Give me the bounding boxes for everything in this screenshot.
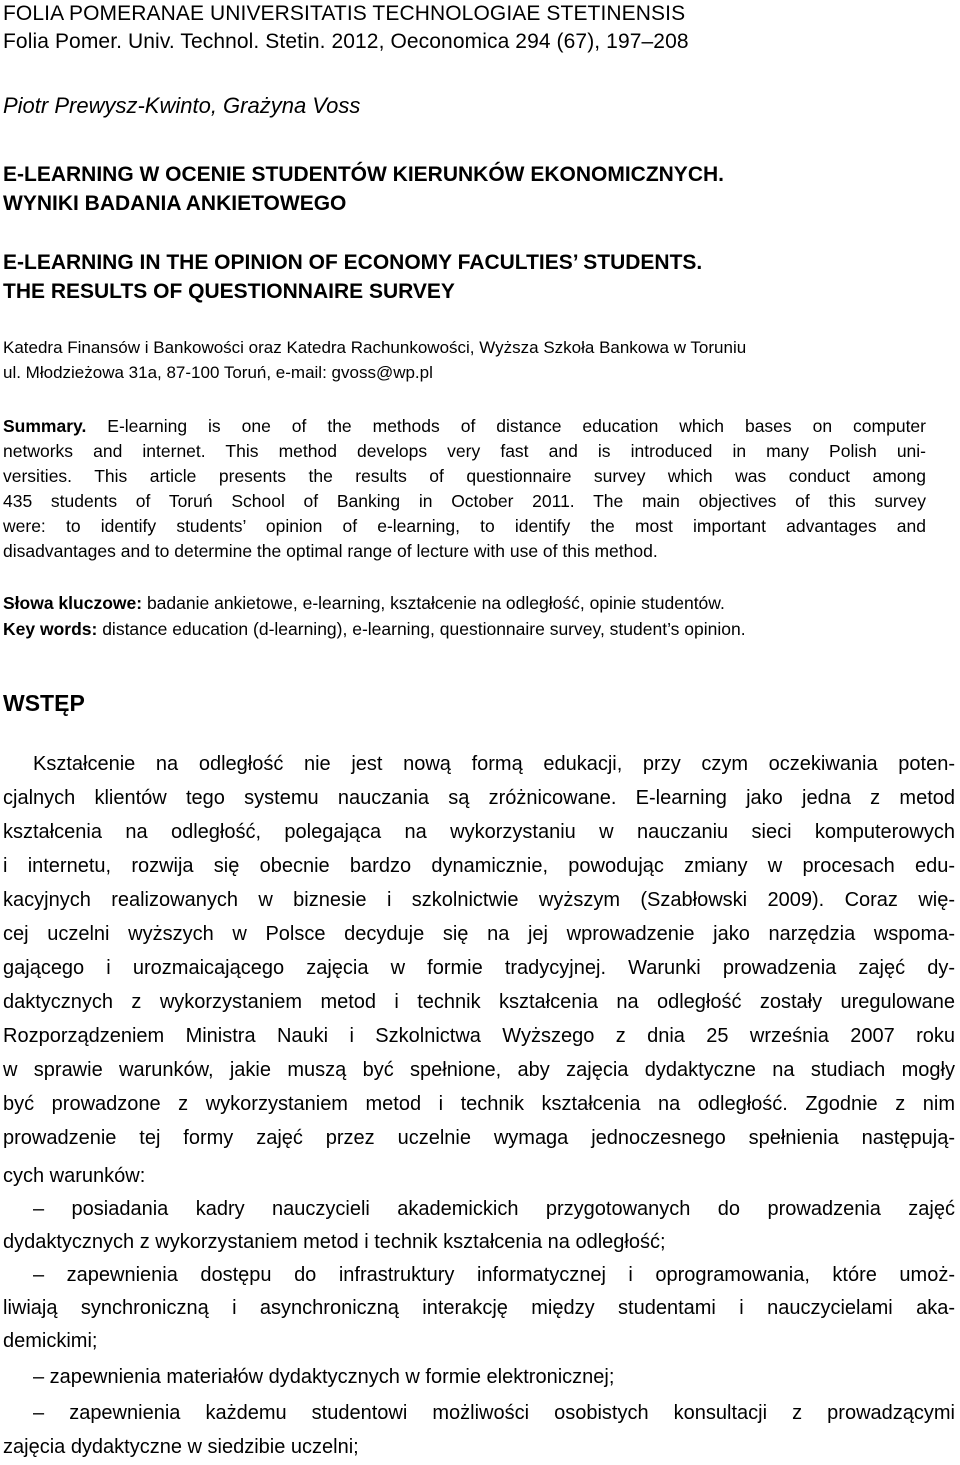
keywords-en: Key words: distance education (d-learning), e-learning, questionnaire survey, student’s opinion.: [3, 619, 746, 639]
title-en-line-1: E-LEARNING IN THE OPINION OF ECONOMY FACULTIES’ STUDENTS.: [3, 251, 703, 274]
list-item-2-line-2: liwiają synchroniczną i asynchroniczną interakcję między studentami i nauczycielami aka-: [3, 1297, 955, 1319]
title-en-line-2: THE RESULTS OF QUESTIONNAIRE SURVEY: [3, 280, 455, 303]
summary-line-3: versities. This article presents the results of questionnaire survey which was conduct among: [3, 466, 926, 486]
title-pl-line-1: E-LEARNING W OCENIE STUDENTÓW KIERUNKÓW EKONOMICZNYCH.: [3, 163, 724, 186]
journal-name: FOLIA POMERANAE UNIVERSITATIS TECHNOLOGIAE STETINENSIS: [3, 2, 686, 25]
summary-line-4: 435 students of Toruń School of Banking in October 2011. The main objectives of this survey: [3, 491, 926, 511]
summary-label: Summary.: [3, 416, 87, 436]
list-item-4-line-2: zajęcia dydaktyczne w siedzibie uczelni;: [3, 1436, 359, 1458]
body-line-11: być prowadzone z wykorzystaniem metod i technik kształcenia na odległość. Zgodnie z nim: [3, 1093, 955, 1115]
summary-line-6: disadvantages and to determine the optimal range of lecture with use of this method.: [3, 541, 658, 561]
list-item-4-line-1: – zapewnienia każdemu studentowi możliwości osobistych konsultacji z prowadzącymi: [33, 1402, 955, 1424]
list-item-2-line-3: demickimi;: [3, 1330, 98, 1352]
body-line-1: Kształcenie na odległość nie jest nową formą edukacji, przy czym oczekiwania poten-: [33, 753, 955, 775]
list-item-2-line-1: – zapewnienia dostępu do infrastruktury informatycznej i oprogramowania, które umoż-: [33, 1264, 955, 1286]
body-line-9: Rozporządzeniem Ministra Nauki i Szkolnictwa Wyższego z dnia 25 września 2007 roku: [3, 1025, 955, 1047]
citation: Folia Pomer. Univ. Technol. Stetin. 2012, Oeconomica 294 (67), 197–208: [3, 30, 689, 53]
summary-line-1: Summary. E-learning is one of the methods of distance education which bases on computer: [3, 416, 926, 436]
keywords-pl-label: Słowa kluczowe:: [3, 593, 143, 613]
body-line-3: kształcenia na odległość, polegająca na wykorzystaniu w nauczaniu sieci komputerowych: [3, 821, 955, 843]
body-line-10: w sprawie warunków, jakie muszą być spełnione, aby zajęcia dydaktyczne na studiach mogły: [3, 1059, 955, 1081]
body-line-13: cych warunków:: [3, 1165, 146, 1187]
body-line-7: gającego i urozmaicającego zajęcia w formie tradycyjnej. Warunki prowadzenia zajęć dy-: [3, 957, 955, 979]
list-item-3: – zapewnienia materiałów dydaktycznych w formie elektronicznej;: [33, 1366, 615, 1388]
body-line-2: cjalnych klientów tego systemu nauczania są zróżnicowane. E-learning jako jedna z metod: [3, 787, 955, 809]
body-line-4: i internetu, rozwija się obecnie bardzo dynamicznie, powodując zmiany w procesach edu-: [3, 855, 955, 877]
summary-line-2: networks and internet. This method develops very fast and is introduced in many Polish uni-: [3, 441, 926, 461]
affiliation-line-2: ul. Młodzieżowa 31a, 87-100 Toruń, e-mail: gvoss@wp.pl: [3, 363, 433, 382]
title-pl-line-2: WYNIKI BADANIA ANKIETOWEGO: [3, 192, 347, 215]
list-item-1-line-2: dydaktycznych z wykorzystaniem metod i technik kształcenia na odległość;: [3, 1231, 666, 1253]
authors: Piotr Prewysz-Kwinto, Grażyna Voss: [3, 93, 361, 118]
list-item-1-line-1: – posiadania kadry nauczycieli akademickich przygotowanych do prowadzenia zajęć: [33, 1198, 955, 1220]
body-line-12: prowadzenie tej formy zajęć przez uczelnie wymaga jednoczesnego spełnienia następują-: [3, 1127, 955, 1149]
keywords-pl: Słowa kluczowe: badanie ankietowe, e-learning, kształcenie na odległość, opinie studentów.: [3, 593, 725, 613]
body-line-6: cej uczelni wyższych w Polsce decyduje się na jej wprowadzenie jako narzędzia wspoma-: [3, 923, 955, 945]
body-line-8: daktycznych z wykorzystaniem metod i technik kształcenia na odległość zostały uregulowane: [3, 991, 955, 1013]
affiliation-line-1: Katedra Finansów i Bankowości oraz Katedra Rachunkowości, Wyższa Szkoła Bankowa w Toruniu: [3, 338, 747, 357]
keywords-en-label: Key words:: [3, 619, 98, 639]
summary-line-5: were: to identify students’ opinion of e-learning, to identify the most important advantages and: [3, 516, 926, 536]
body-line-5: kacyjnych realizowanych w biznesie i szkolnictwie wyższym (Szabłowski 2009). Coraz wię-: [3, 889, 955, 911]
section-title: WSTĘP: [3, 690, 85, 716]
